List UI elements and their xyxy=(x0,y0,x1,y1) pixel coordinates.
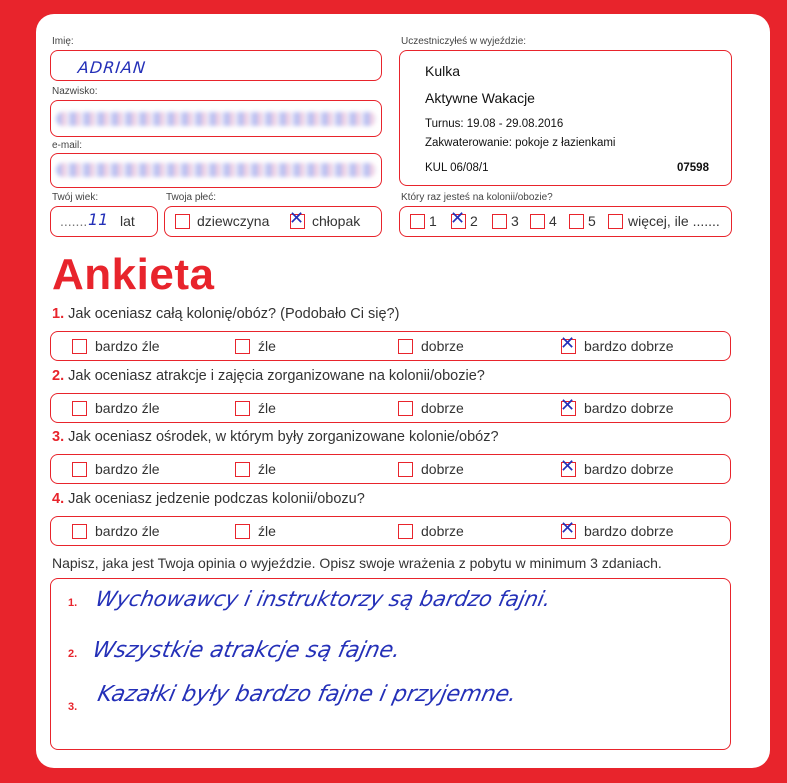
rating-option-label: dobrze xyxy=(421,338,464,354)
rating-checkbox[interactable] xyxy=(235,524,250,539)
rating-checkbox[interactable] xyxy=(398,401,413,416)
surname-label: Nazwisko: xyxy=(52,86,98,97)
gender-label: Twoja płeć: xyxy=(166,192,217,203)
rating-checkbox[interactable] xyxy=(235,339,250,354)
check-mark-icon: ✕ xyxy=(560,395,576,416)
question-number: 3. xyxy=(52,429,65,445)
gender-checkbox-girl[interactable] xyxy=(175,214,190,229)
rating-checkbox[interactable] xyxy=(560,333,576,354)
email-redaction xyxy=(56,163,376,177)
card-turnus: Turnus: 19.08 - 29.08.2016 xyxy=(425,118,564,130)
rating-option-label: bardzo źle xyxy=(95,523,160,539)
times-checkbox-1[interactable] xyxy=(410,214,425,229)
rating-checkbox[interactable] xyxy=(560,456,576,477)
opinion-prompt: Napisz, jaka jest Twoja opinia o wyjeździe. Opisz swoje wrażenia z pobytu w minimum 3 zdaniach. xyxy=(52,555,662,571)
card-line1: Kulka xyxy=(425,63,461,79)
age-dots: ....... xyxy=(60,213,88,229)
times-checkbox-5[interactable] xyxy=(569,214,584,229)
age-value: 11 xyxy=(88,210,109,229)
survey-title: Ankieta xyxy=(52,250,215,299)
question-text: Jak oceniasz jedzenie podczas kolonii/obozu? xyxy=(68,491,365,507)
times-checkbox-4[interactable] xyxy=(530,214,545,229)
times-option-2: 2 xyxy=(470,213,478,229)
opinion-line-number-2: 2. xyxy=(68,648,78,660)
rating-checkbox[interactable] xyxy=(398,524,413,539)
check-mark-icon: ✕ xyxy=(560,333,576,354)
name-label: Imię: xyxy=(52,36,74,47)
check-mark-icon: ✕ xyxy=(560,518,576,539)
rating-checkbox[interactable] xyxy=(235,462,250,477)
rating-option-label: bardzo dobrze xyxy=(584,461,674,477)
rating-checkbox[interactable] xyxy=(235,401,250,416)
rating-option-label: źle xyxy=(258,461,276,477)
times-checkbox-2[interactable] xyxy=(450,208,466,229)
age-label: Twój wiek: xyxy=(52,192,99,203)
card-code: KUL 06/08/1 xyxy=(425,162,489,174)
check-mark-icon: ✕ xyxy=(560,456,576,477)
rating-option-label: dobrze xyxy=(421,523,464,539)
rating-checkbox[interactable] xyxy=(72,462,87,477)
question-3 xyxy=(52,429,499,445)
times-option-more: więcej, ile ....... xyxy=(628,213,720,229)
gender-checkbox-boy[interactable] xyxy=(289,208,305,229)
check-mark-icon: ✕ xyxy=(450,208,466,229)
rating-checkbox[interactable] xyxy=(560,518,576,539)
gender-option-boy: chłopak xyxy=(312,213,361,229)
times-option-3: 3 xyxy=(511,213,519,229)
rating-option-label: bardzo źle xyxy=(95,400,160,416)
participant-label: Uczestniczyłeś w wyjeździe: xyxy=(401,36,527,47)
rating-option-label: bardzo źle xyxy=(95,461,160,477)
opinion-line-number-1: 1. xyxy=(68,597,78,609)
question-number: 4. xyxy=(52,491,65,507)
name-value: ADRIAN xyxy=(77,58,148,77)
card-number: 07598 xyxy=(677,162,709,174)
question-text: Jak oceniasz ośrodek, w którym były zorganizowane kolonie/obóz? xyxy=(68,429,499,445)
question-text: Jak oceniasz atrakcje i zajęcia zorganizowane na kolonii/obozie? xyxy=(68,368,485,384)
email-label: e-mail: xyxy=(52,140,83,151)
question-1 xyxy=(52,306,399,322)
card-line2: Aktywne Wakacje xyxy=(425,90,535,106)
rating-option-label: bardzo dobrze xyxy=(584,400,674,416)
opinion-answer-1: Wychowawcy i instruktorzy są bardzo fajni. xyxy=(93,587,554,611)
times-checkbox-more[interactable] xyxy=(608,214,623,229)
times-option-4: 4 xyxy=(549,213,557,229)
rating-option-label: dobrze xyxy=(421,461,464,477)
rating-option-label: źle xyxy=(258,523,276,539)
opinion-answer-2: Wszystkie atrakcje są fajne. xyxy=(90,638,403,663)
rating-checkbox[interactable] xyxy=(398,462,413,477)
rating-checkbox[interactable] xyxy=(560,395,576,416)
gender-option-girl: dziewczyna xyxy=(197,213,270,229)
times-checkbox-3[interactable] xyxy=(492,214,507,229)
opinion-line-number-3: 3. xyxy=(68,701,78,713)
surname-redaction xyxy=(56,112,376,126)
rating-checkbox[interactable] xyxy=(72,401,87,416)
question-4 xyxy=(52,491,365,507)
times-option-5: 5 xyxy=(588,213,596,229)
question-number: 2. xyxy=(52,368,65,384)
rating-checkbox[interactable] xyxy=(398,339,413,354)
rating-option-label: źle xyxy=(258,400,276,416)
rating-checkbox[interactable] xyxy=(72,524,87,539)
times-option-1: 1 xyxy=(429,213,437,229)
rating-option-label: dobrze xyxy=(421,400,464,416)
question-2 xyxy=(52,368,485,384)
card-accommodation: Zakwaterowanie: pokoje z łazienkami xyxy=(425,137,616,149)
rating-checkbox[interactable] xyxy=(72,339,87,354)
rating-option-label: źle xyxy=(258,338,276,354)
check-mark-icon: ✕ xyxy=(289,208,305,229)
opinion-answer-3: Kazałki były bardzo fajne i przyjemne. xyxy=(95,682,519,707)
question-text: Jak oceniasz całą kolonię/obóz? (Podobało Ci się?) xyxy=(68,306,400,322)
age-unit: lat xyxy=(120,213,135,229)
question-number: 1. xyxy=(52,306,65,322)
times-label: Który raz jesteś na kolonii/obozie? xyxy=(401,192,553,203)
rating-option-label: bardzo źle xyxy=(95,338,160,354)
rating-option-label: bardzo dobrze xyxy=(584,338,674,354)
rating-option-label: bardzo dobrze xyxy=(584,523,674,539)
